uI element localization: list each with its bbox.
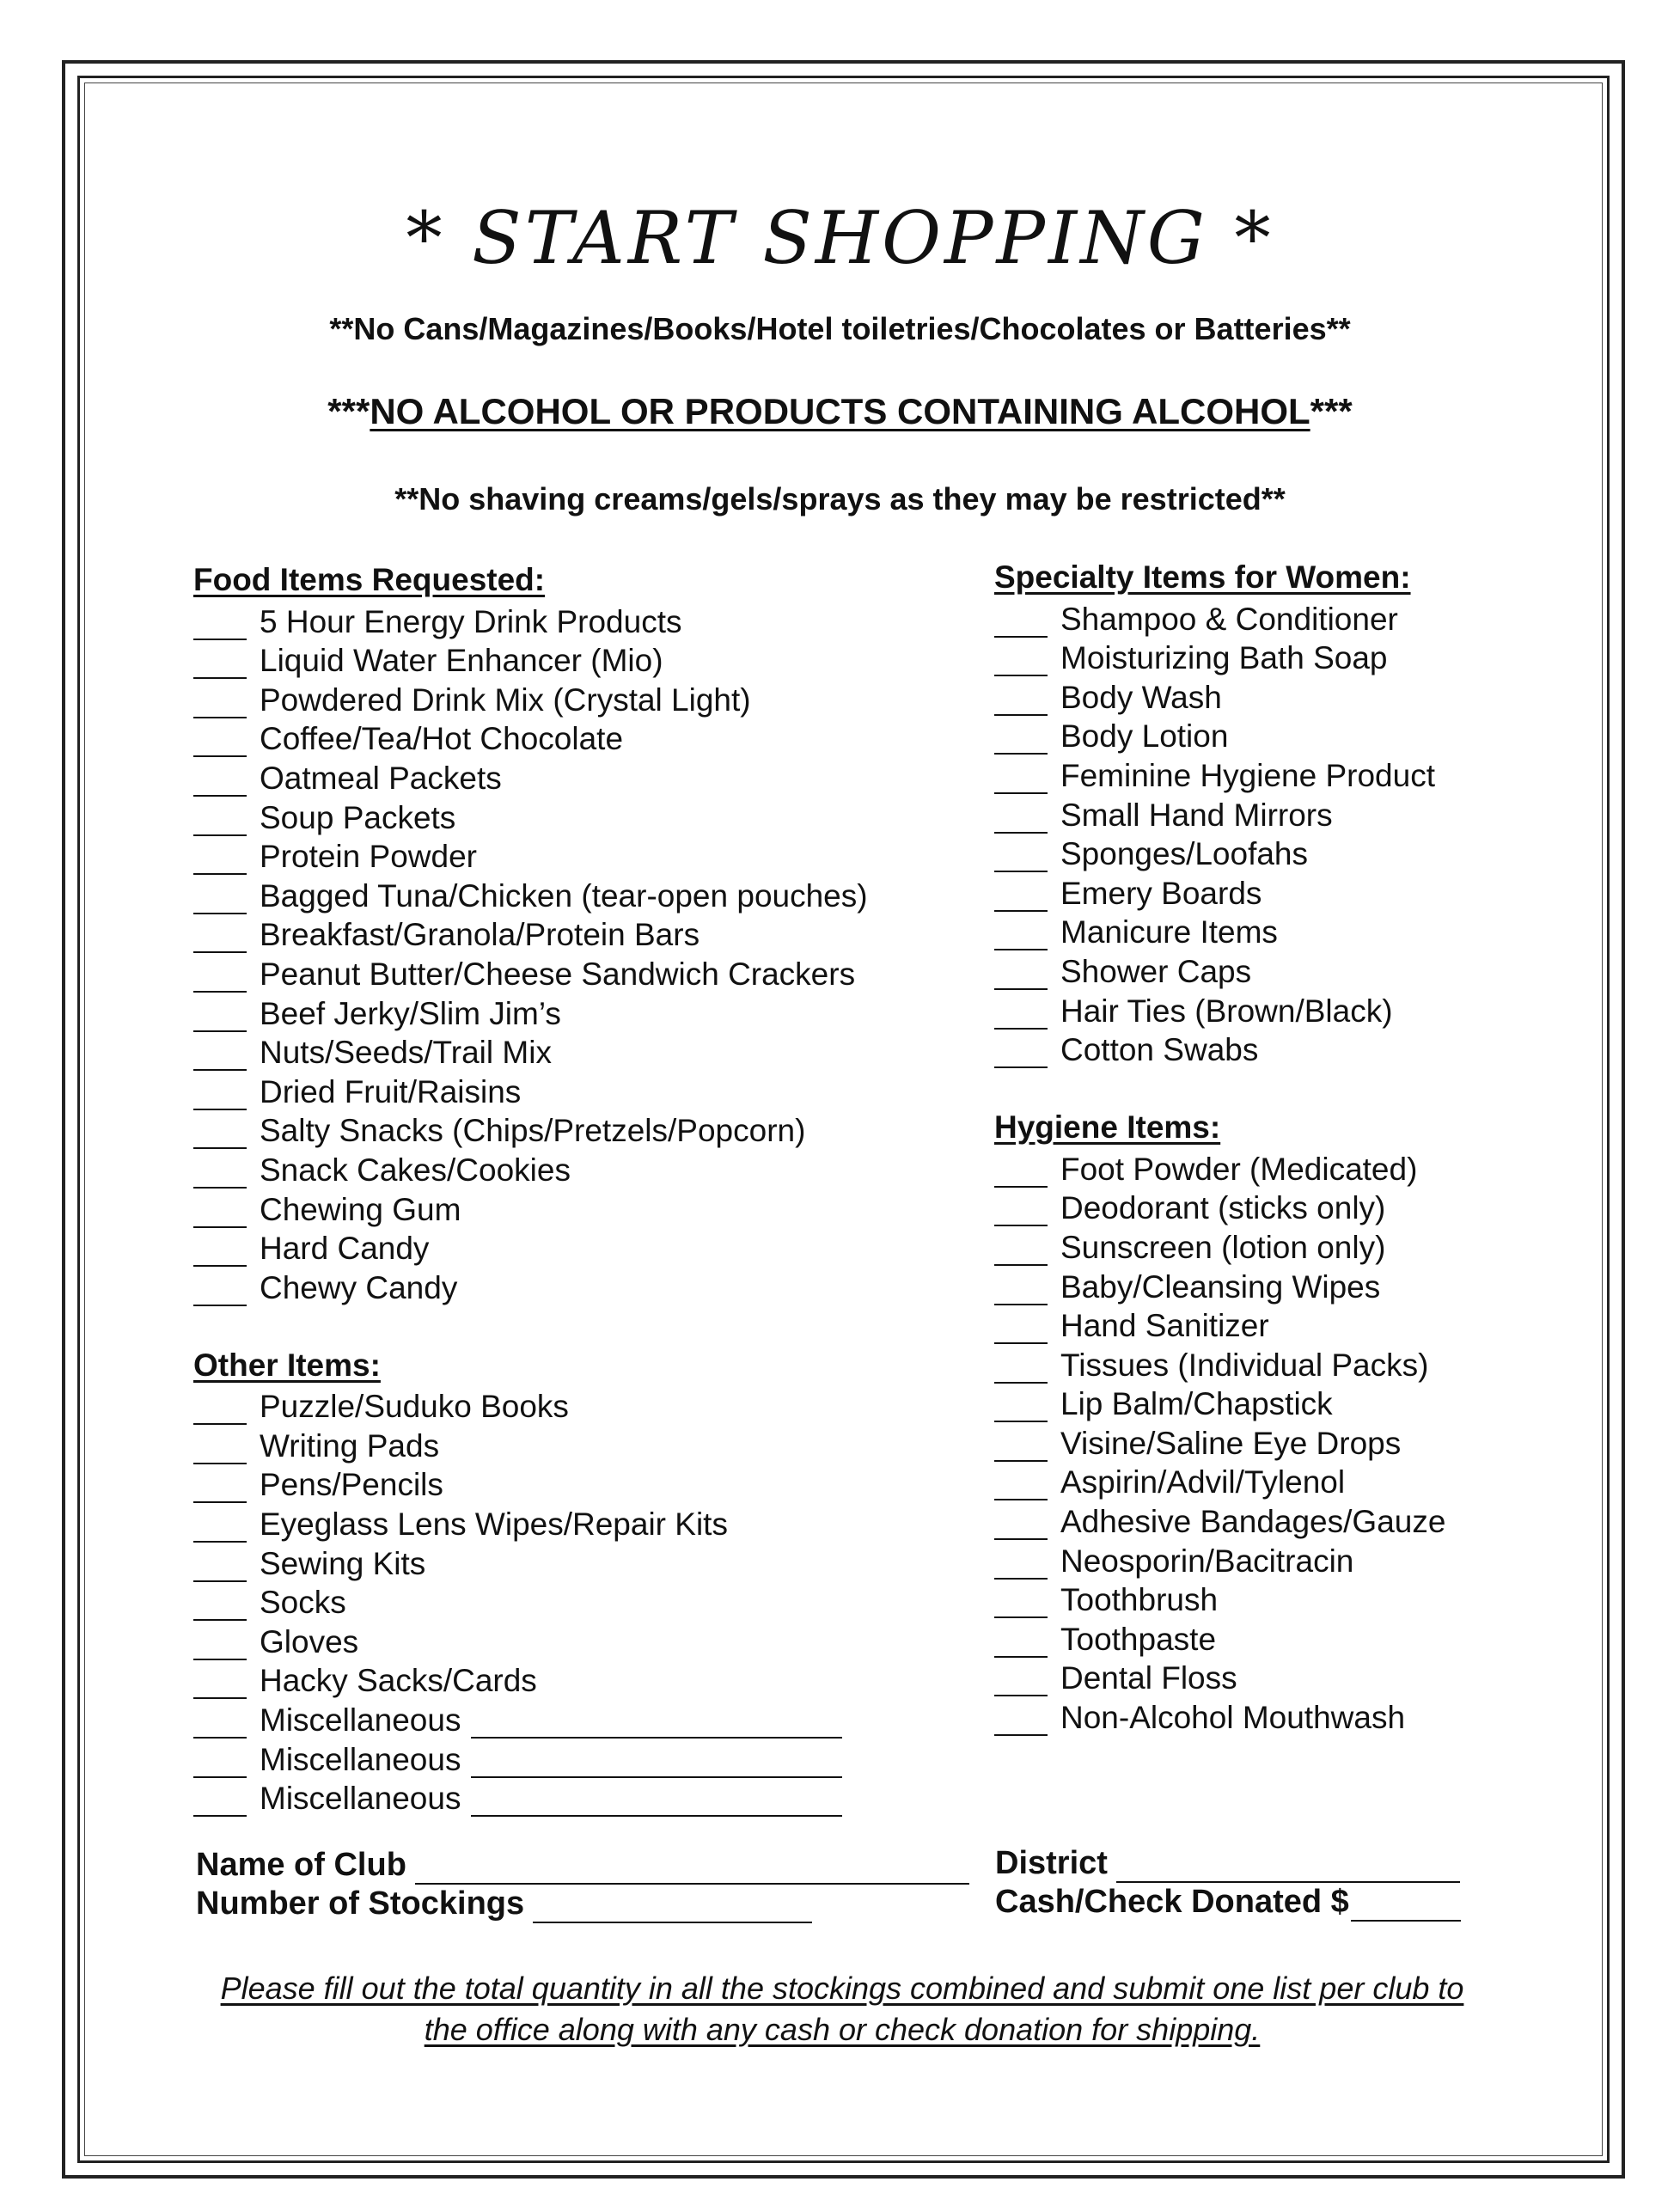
quantity-blank[interactable] — [994, 610, 1048, 638]
cash-field[interactable] — [1351, 1894, 1461, 1922]
quantity-blank[interactable] — [994, 884, 1048, 912]
item-label: Protein Powder — [260, 839, 477, 875]
quantity-blank[interactable] — [193, 651, 247, 679]
item-label: Baby/Cleansing Wipes — [1060, 1268, 1381, 1305]
quantity-blank[interactable] — [193, 1555, 247, 1582]
item-label: Coffee/Tea/Hot Chocolate — [260, 721, 624, 757]
quantity-blank[interactable] — [994, 1591, 1048, 1618]
item-label: Puzzle/Suduko Books — [260, 1389, 569, 1425]
quantity-blank[interactable] — [994, 1199, 1048, 1226]
hygiene-heading: Hygiene Items: — [994, 1109, 1221, 1146]
quantity-blank[interactable] — [994, 1708, 1048, 1736]
food-heading: Food Items Requested: — [193, 562, 546, 597]
right-column — [994, 557, 1445, 1736]
quantity-blank[interactable] — [193, 1751, 247, 1778]
quantity-blank[interactable] — [193, 1043, 247, 1071]
list-item — [193, 1071, 868, 1110]
list-item — [193, 1778, 868, 1818]
item-label: Miscellaneous — [260, 1741, 461, 1777]
item-label: Powdered Drink Mix (Crystal Light) — [260, 681, 751, 718]
item-label: Lip Balm/Chapstick — [1060, 1386, 1333, 1422]
list-item — [994, 872, 1445, 912]
women-heading: Specialty Items for Women: — [994, 559, 1411, 595]
item-label: Writing Pads — [260, 1427, 440, 1464]
quantity-blank[interactable] — [193, 1397, 247, 1425]
list-item — [994, 912, 1445, 951]
quantity-blank[interactable] — [994, 1160, 1048, 1188]
item-label: Body Wash — [1060, 679, 1222, 715]
list-item — [994, 1500, 1445, 1540]
list-item — [994, 638, 1445, 677]
item-label: Hacky Sacks/Cards — [260, 1663, 537, 1699]
quantity-blank[interactable] — [994, 1552, 1048, 1580]
quantity-blank[interactable] — [193, 1476, 247, 1503]
list-item — [994, 1462, 1445, 1501]
left-column — [193, 559, 868, 1817]
list-item — [994, 1422, 1445, 1462]
list-item — [193, 1189, 868, 1228]
item-label: Tissues (Individual Packs) — [1060, 1347, 1429, 1383]
item-label: Miscellaneous — [260, 1781, 461, 1817]
list-item — [193, 953, 868, 993]
quantity-blank[interactable] — [193, 926, 247, 953]
item-label: Visine/Saline Eye Drops — [1060, 1425, 1402, 1461]
list-item — [994, 1344, 1445, 1384]
quantity-blank[interactable] — [994, 1512, 1048, 1540]
quantity-blank[interactable] — [193, 1161, 247, 1189]
item-label: Hand Sanitizer — [1060, 1308, 1269, 1344]
list-item — [193, 757, 868, 797]
item-label: Gloves — [260, 1623, 359, 1659]
item-label: 5 Hour Energy Drink Products — [260, 603, 682, 639]
shaving-notice: **No shaving creams/gels/sprays as they may be restricted** — [394, 481, 1286, 516]
list-item — [994, 990, 1445, 1030]
item-label: Hard Candy — [260, 1231, 430, 1267]
item-label: Miscellaneous — [260, 1702, 461, 1739]
list-item — [193, 1386, 868, 1426]
quantity-blank[interactable] — [994, 845, 1048, 872]
list-item — [193, 1660, 868, 1700]
item-label: Shampoo & Conditioner — [1060, 601, 1398, 637]
list-item — [994, 834, 1445, 873]
form-right — [995, 1844, 1461, 1922]
item-label: Dental Floss — [1060, 1660, 1237, 1696]
list-item — [193, 1739, 868, 1778]
item-label: Liquid Water Enhancer (Mio) — [260, 643, 663, 679]
other-heading: Other Items: — [193, 1347, 381, 1383]
list-item — [193, 1464, 868, 1504]
item-label: Peanut Butter/Cheese Sandwich Crackers — [260, 956, 856, 992]
quantity-blank[interactable] — [193, 1239, 247, 1267]
alcohol-notice-main: NO ALCOHOL OR PRODUCTS CONTAINING ALCOHOL — [370, 391, 1310, 431]
quantity-blank[interactable] — [193, 1005, 247, 1032]
item-label: Emery Boards — [1060, 875, 1262, 911]
stockings-label: Number of Stockings — [196, 1885, 525, 1922]
quantity-blank[interactable] — [994, 649, 1048, 676]
item-label: Chewing Gum — [260, 1191, 461, 1227]
list-item — [994, 1188, 1445, 1227]
misc-write-in-line[interactable] — [471, 1751, 842, 1778]
item-label: Nuts/Seeds/Trail Mix — [260, 1035, 552, 1071]
quantity-blank[interactable] — [994, 1669, 1048, 1696]
list-item — [193, 1621, 868, 1660]
quantity-blank[interactable] — [994, 1395, 1048, 1422]
district-label: District — [995, 1845, 1108, 1881]
list-item — [994, 1658, 1445, 1697]
item-label: Toothbrush — [1060, 1582, 1219, 1618]
quantity-blank[interactable] — [994, 1356, 1048, 1384]
item-label: Chewy Candy — [260, 1269, 458, 1305]
quantity-blank[interactable] — [994, 1317, 1048, 1344]
club-label: Name of Club — [196, 1847, 406, 1883]
item-label: Dried Fruit/Raisins — [260, 1073, 522, 1109]
instructions: Please fill out the total quantity in all the stockings combined and submit one list per club to the office along with any cash or check donation for shipping. — [220, 1971, 1464, 2047]
quantity-blank[interactable] — [994, 727, 1048, 755]
alcohol-notice: ***NO ALCOHOL OR PRODUCTS CONTAINING ALCOHOL*** — [327, 391, 1353, 431]
list-item — [193, 640, 868, 680]
list-item — [193, 875, 868, 914]
club-field[interactable] — [415, 1857, 969, 1885]
list-item — [193, 1699, 868, 1739]
quantity-blank[interactable] — [193, 1515, 247, 1543]
item-label: Beef Jerky/Slim Jim’s — [260, 995, 561, 1031]
quantity-blank[interactable] — [994, 688, 1048, 716]
list-item — [193, 1582, 868, 1622]
list-item — [193, 1110, 868, 1150]
list-item — [994, 1580, 1445, 1619]
quantity-blank[interactable] — [193, 1083, 247, 1110]
item-label: Shower Caps — [1060, 953, 1252, 989]
stockings-field[interactable] — [533, 1896, 812, 1923]
list-item — [994, 1148, 1445, 1188]
list-item — [193, 1267, 868, 1306]
list-item — [193, 1543, 868, 1582]
list-item — [193, 836, 868, 876]
quantity-blank[interactable] — [193, 1633, 247, 1660]
list-item — [994, 598, 1445, 638]
quantity-blank[interactable] — [193, 613, 247, 640]
hygiene-list — [994, 1148, 1445, 1736]
quantity-blank[interactable] — [193, 1711, 247, 1739]
item-label: Sewing Kits — [260, 1545, 426, 1581]
item-label: Breakfast/Granola/Protein Bars — [260, 917, 700, 953]
quantity-blank[interactable] — [193, 1671, 247, 1699]
item-label: Snack Cakes/Cookies — [260, 1152, 571, 1188]
list-item — [994, 676, 1445, 716]
list-item — [994, 1696, 1445, 1736]
quantity-blank[interactable] — [994, 1630, 1048, 1658]
women-list — [994, 598, 1445, 1068]
other-list — [193, 1386, 868, 1818]
item-label: Foot Powder (Medicated) — [1060, 1151, 1418, 1187]
item-label: Sunscreen (lotion only) — [1060, 1229, 1386, 1265]
item-label: Non-Alcohol Mouthwash — [1060, 1700, 1406, 1736]
restriction-notice: **No Cans/Magazines/Books/Hotel toiletries/Chocolates or Batteries** — [329, 311, 1351, 346]
item-label: Feminine Hygiene Product — [1060, 757, 1435, 793]
item-label: Salty Snacks (Chips/Pretzels/Popcorn) — [260, 1113, 806, 1149]
list-item — [994, 1540, 1445, 1580]
list-item — [994, 1266, 1445, 1305]
page-title: * START SHOPPING * — [406, 196, 1274, 280]
quantity-blank[interactable] — [193, 965, 247, 993]
list-item — [193, 797, 868, 836]
item-label: Toothpaste — [1060, 1621, 1217, 1657]
list-item — [193, 1228, 868, 1268]
item-label: Manicure Items — [1060, 914, 1278, 950]
quantity-blank[interactable] — [994, 1041, 1048, 1068]
quantity-blank[interactable] — [994, 1278, 1048, 1305]
item-label: Cotton Swabs — [1060, 1032, 1259, 1068]
item-label: Moisturizing Bath Soap — [1060, 640, 1388, 676]
quantity-blank[interactable] — [193, 730, 247, 757]
list-item — [994, 1618, 1445, 1658]
quantity-blank[interactable] — [193, 1279, 247, 1306]
quantity-blank[interactable] — [193, 1789, 247, 1817]
quantity-blank[interactable] — [994, 923, 1048, 950]
list-item — [193, 1149, 868, 1189]
item-label: Soup Packets — [260, 799, 456, 835]
list-item — [994, 1226, 1445, 1266]
list-item — [193, 601, 868, 640]
item-label: Deodorant (sticks only) — [1060, 1190, 1386, 1226]
list-item — [193, 993, 868, 1032]
quantity-blank[interactable] — [994, 1238, 1048, 1266]
list-item — [193, 718, 868, 758]
quantity-blank[interactable] — [193, 1437, 247, 1464]
district-field[interactable] — [1116, 1855, 1460, 1883]
quantity-blank[interactable] — [193, 847, 247, 875]
cash-label: Cash/Check Donated $ — [995, 1884, 1349, 1920]
quantity-blank[interactable] — [193, 691, 247, 718]
quantity-blank[interactable] — [994, 962, 1048, 990]
list-item — [994, 716, 1445, 755]
list-item — [193, 1425, 868, 1464]
item-label: Small Hand Mirrors — [1060, 797, 1333, 833]
food-list — [193, 601, 868, 1306]
quantity-blank[interactable] — [994, 767, 1048, 794]
item-label: Adhesive Bandages/Gauze — [1060, 1504, 1446, 1540]
quantity-blank[interactable] — [193, 769, 247, 797]
quantity-blank[interactable] — [193, 1121, 247, 1149]
quantity-blank[interactable] — [994, 806, 1048, 834]
list-item — [193, 1032, 868, 1072]
list-item — [994, 1030, 1445, 1069]
item-label: Oatmeal Packets — [260, 760, 502, 796]
item-label: Neosporin/Bacitracin — [1060, 1543, 1354, 1579]
quantity-blank[interactable] — [193, 809, 247, 836]
list-item — [193, 679, 868, 718]
quantity-blank[interactable] — [193, 1201, 247, 1228]
quantity-blank[interactable] — [193, 887, 247, 914]
item-label: Socks — [260, 1585, 346, 1621]
item-label: Eyeglass Lens Wipes/Repair Kits — [260, 1506, 728, 1543]
list-item — [994, 1384, 1445, 1423]
form-left — [196, 1846, 969, 1923]
list-item — [994, 794, 1445, 834]
list-item — [994, 1305, 1445, 1345]
list-item — [193, 914, 868, 954]
item-label: Sponges/Loofahs — [1060, 836, 1309, 872]
quantity-blank[interactable] — [994, 1473, 1048, 1500]
quantity-blank[interactable] — [193, 1593, 247, 1621]
list-item — [994, 755, 1445, 794]
quantity-blank[interactable] — [994, 1434, 1048, 1462]
item-label: Pens/Pencils — [260, 1467, 443, 1503]
item-label: Hair Ties (Brown/Black) — [1060, 993, 1393, 1029]
list-item — [994, 950, 1445, 990]
item-label: Aspirin/Advil/Tylenol — [1060, 1464, 1346, 1500]
item-label: Body Lotion — [1060, 718, 1229, 755]
misc-write-in-line[interactable] — [471, 1789, 842, 1817]
quantity-blank[interactable] — [994, 1002, 1048, 1030]
misc-write-in-line[interactable] — [471, 1711, 842, 1739]
list-item — [193, 1503, 868, 1543]
item-label: Bagged Tuna/Chicken (tear-open pouches) — [260, 877, 868, 914]
